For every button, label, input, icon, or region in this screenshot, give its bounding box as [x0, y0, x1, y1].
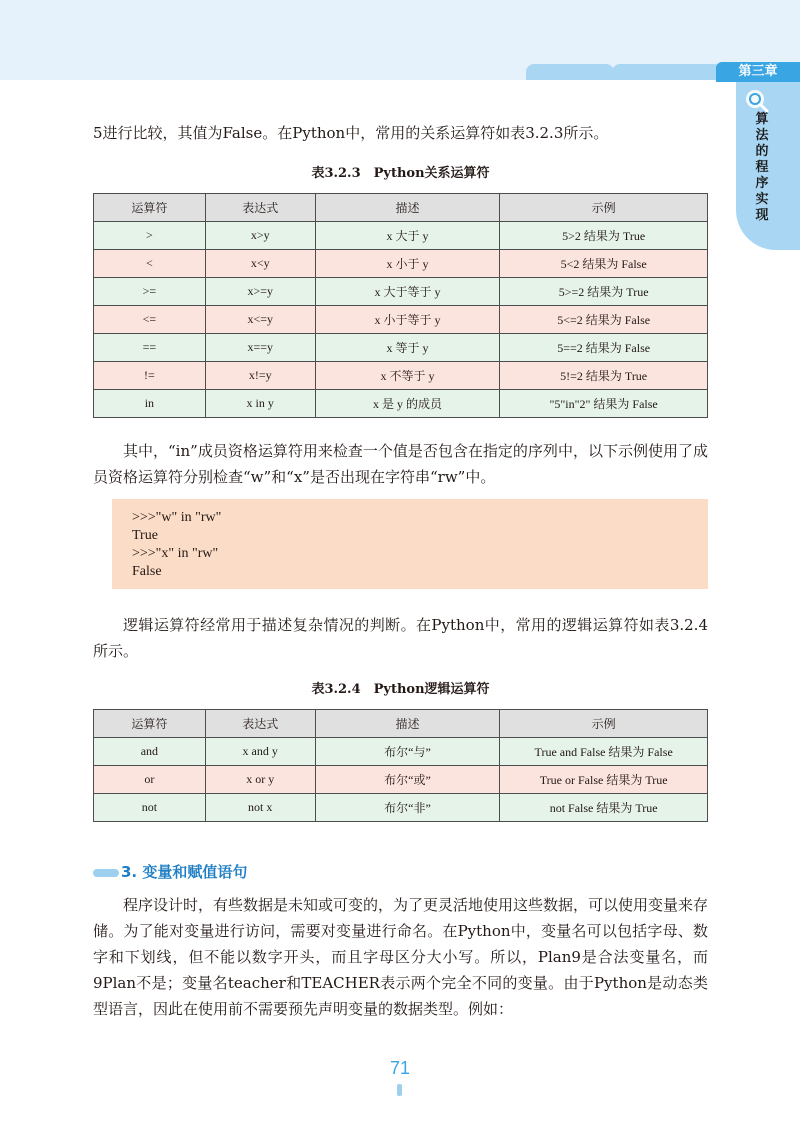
table-cell: 布尔“或”: [315, 766, 500, 794]
table-cell: <: [94, 250, 206, 278]
table-cell: <=: [94, 306, 206, 334]
table-cell: x 等于 y: [315, 334, 500, 362]
relational-operators-table: [93, 193, 708, 418]
table-cell: True and False 结果为 False: [500, 738, 708, 766]
table-cell: 5>=2 结果为 True: [500, 278, 708, 306]
table-header-cell: 表达式: [205, 194, 315, 222]
table-row: [94, 738, 708, 766]
table-header-row: [94, 194, 708, 222]
table-cell: !=: [94, 362, 206, 390]
table-header-cell: 描述: [315, 710, 500, 738]
table-cell: x 小于等于 y: [315, 306, 500, 334]
table-header-cell: 表达式: [205, 710, 315, 738]
table-cell: or: [94, 766, 206, 794]
table-cell: 5>2 结果为 True: [500, 222, 708, 250]
table-cell: 布尔“与”: [315, 738, 500, 766]
membership-paragraph: 其中，“in”成员资格运算符用来检查一个值是否包含在指定的序列中，以下示例使用了成员资格运算符分别检查“w”和“x”是否出现在字符串“rw”中。: [93, 442, 708, 486]
chapter-side-title: 算 法 的 程 序 实 现: [755, 112, 769, 223]
code-line: True: [132, 528, 158, 543]
table-cell: x in y: [205, 390, 315, 418]
table-row: [94, 278, 708, 306]
table-header-row: [94, 710, 708, 738]
header-tab-2: [612, 64, 722, 80]
table-header-cell: 描述: [315, 194, 500, 222]
table-cell: x 大于等于 y: [315, 278, 500, 306]
table-cell: 5==2 结果为 False: [500, 334, 708, 362]
table-cell: x==y: [205, 334, 315, 362]
table-row: [94, 250, 708, 278]
table-cell: x>=y: [205, 278, 315, 306]
table-row: [94, 390, 708, 418]
table-cell: x or y: [205, 766, 315, 794]
table-row: [94, 362, 708, 390]
table-cell: x<=y: [205, 306, 315, 334]
table-cell: >=: [94, 278, 206, 306]
table-header-cell: 示例: [500, 194, 708, 222]
table-row: [94, 222, 708, 250]
page-number: 71: [389, 1058, 411, 1078]
table-cell: x>y: [205, 222, 315, 250]
magnifier-icon: [744, 88, 770, 114]
table-cell: x and y: [205, 738, 315, 766]
table-cell: 5<2 结果为 False: [500, 250, 708, 278]
table-cell: 5<=2 结果为 False: [500, 306, 708, 334]
table-cell: not x: [205, 794, 315, 822]
table-cell: ==: [94, 334, 206, 362]
section-marker: [93, 869, 119, 877]
table-row: [94, 334, 708, 362]
table1-caption: 表3.2.3 Python关系运算符: [311, 166, 490, 181]
table-header-cell: 运算符: [94, 710, 206, 738]
table-cell: and: [94, 738, 206, 766]
table-row: [94, 306, 708, 334]
page-number-marker: [397, 1084, 402, 1096]
table-cell: not: [94, 794, 206, 822]
table-cell: "5"in"2" 结果为 False: [500, 390, 708, 418]
table-cell: x!=y: [205, 362, 315, 390]
table-header-cell: 示例: [500, 710, 708, 738]
variable-paragraph: 程序设计时，有些数据是未知或可变的，为了更灵活地使用这些数据，可以使用变量来存储。为了能对变量进行访问，需要对变量进行命名。在Python中，变量名可以包括字母、数字和下划线，但不能以数字开头，而且字母区分大小写。所以，Plan9是合法变量名，而9Plan不是；变量名teacher和TEACHER表示两个完全不同的变量。由于Python是动态类型语言，因此在使用前不需要预先声明变量的数据类型。例如：: [93, 896, 709, 1018]
logic-paragraph: 逻辑运算符经常用于描述复杂情况的判断。在Python中，常用的逻辑运算符如表3.2.4所示。: [93, 616, 708, 660]
table-row: [94, 766, 708, 794]
table-row: [94, 794, 708, 822]
code-line: >>>"w" in "rw": [132, 510, 222, 525]
intro-paragraph: 5进行比较，其值为False。在Python中，常用的关系运算符如表3.2.3所示。: [93, 124, 609, 142]
code-line: >>>"x" in "rw": [132, 546, 219, 561]
table-cell: True or False 结果为 True: [500, 766, 708, 794]
table-cell: x 大于 y: [315, 222, 500, 250]
table-header-cell: 运算符: [94, 194, 206, 222]
table-cell: in: [94, 390, 206, 418]
table-cell: 布尔“非”: [315, 794, 500, 822]
table-cell: >: [94, 222, 206, 250]
table-cell: x 不等于 y: [315, 362, 500, 390]
section-heading-text: 3. 变量和赋值语句: [121, 863, 248, 881]
table-cell: x<y: [205, 250, 315, 278]
table-cell: x 是 y 的成员: [315, 390, 500, 418]
code-block: [112, 499, 708, 589]
code-line: False: [132, 564, 162, 579]
header-tab-1: [526, 64, 614, 80]
logical-operators-table: [93, 709, 708, 822]
table-cell: 5!=2 结果为 True: [500, 362, 708, 390]
chapter-tab: 第三章: [716, 62, 800, 82]
table-cell: x 小于 y: [315, 250, 500, 278]
table2-caption: 表3.2.4 Python逻辑运算符: [311, 682, 490, 697]
table-cell: not False 结果为 True: [500, 794, 708, 822]
